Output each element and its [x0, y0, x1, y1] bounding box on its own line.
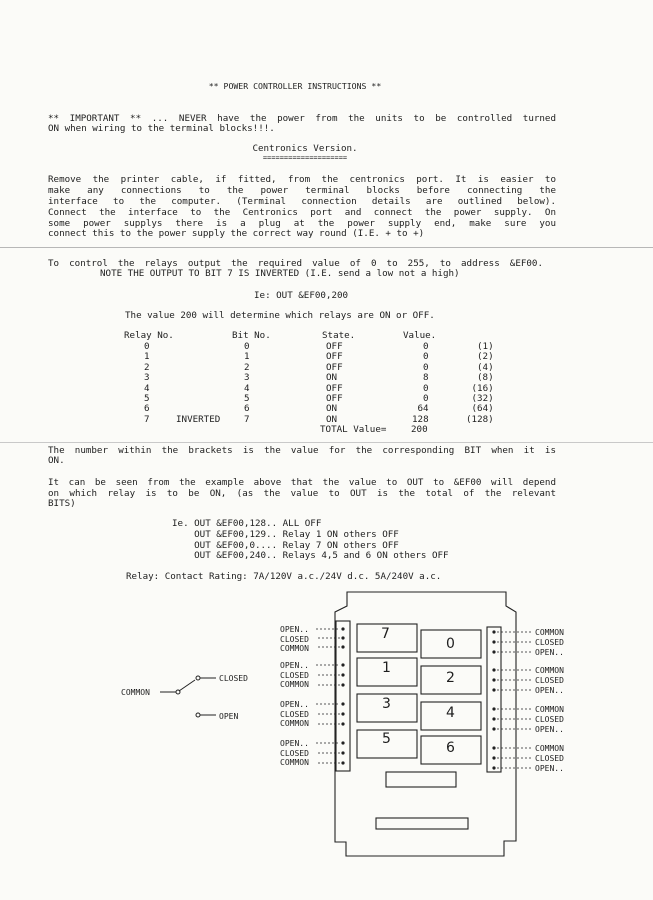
table-cell-state: OFF	[326, 393, 343, 404]
intro-line: some power supplys there is a plug at the power supply end, make sure you	[48, 218, 556, 229]
left-terminal-label: OPEN..	[280, 739, 309, 748]
right-terminal-label: OPEN..	[535, 685, 564, 695]
table-cell-bit: 4	[244, 382, 250, 394]
table-cell-bit: 7	[244, 413, 250, 425]
left-terminal-label: OPEN..	[280, 700, 309, 709]
total-label: TOTAL Value=	[320, 424, 387, 435]
symbol-open-label: OPEN	[219, 712, 239, 721]
bracket-note-line-1: The number within the brackets is the value for the corresponding BIT when it is	[48, 445, 556, 456]
relay-number: 6	[446, 740, 455, 756]
page-title: ** POWER CONTROLLER INSTRUCTIONS **	[208, 81, 382, 91]
table-cell-value: 0	[423, 393, 429, 404]
table-cell-state: ON	[326, 413, 338, 425]
important-line-2: ON when wiring to the terminal blocks!!!.	[48, 123, 275, 134]
left-terminal-label: COMMON	[280, 644, 309, 654]
example-line: OUT &EF00,0.... Relay 7 ON others OFF	[172, 540, 399, 551]
intro-line: connect this to the power supply the correct way round (I.E. + to +)	[48, 228, 425, 239]
table-cell-value: 0	[423, 382, 429, 394]
example-line: OUT &EF00,240.. Relays 4,5 and 6 ON others OFF	[172, 550, 449, 561]
table-cell-value: 64	[417, 403, 429, 415]
intro-line: interface to the computer. (Terminal connection details are outlined below).	[48, 196, 556, 207]
intro-line: Remove the printer cable, if fitted, from the centronics port. It is easier to	[48, 174, 556, 185]
relay-number: 1	[382, 660, 391, 676]
important-line-1: ** IMPORTANT ** ... NEVER have the power from the units to be controlled turned	[48, 113, 556, 124]
left-terminal-label: CLOSED	[280, 670, 309, 680]
depend-line-3: BITS)	[48, 498, 76, 509]
right-terminal-label: COMMON	[535, 705, 564, 714]
table-cell-weight: (4)	[477, 361, 494, 373]
table-cell-state: ON	[326, 403, 338, 415]
example-line: OUT &EF00,129.. Relay 1 ON others OFF	[172, 529, 399, 540]
table-cell-note: INVERTED	[176, 413, 221, 425]
intro-line: Connect the interface to the Centronics port and connect the power supply. On	[48, 207, 556, 218]
relay-number: 4	[446, 705, 455, 721]
left-terminal-label: CLOSED	[280, 709, 309, 719]
table-header-value: Value.	[403, 330, 437, 341]
right-terminal-label: CLOSED	[535, 637, 564, 647]
control-line-2: NOTE THE OUTPUT TO BIT 7 IS INVERTED (I.E. send a low not a high)	[100, 268, 460, 279]
table-cell-value: 8	[423, 372, 429, 384]
table-cell-relay: 2	[144, 361, 150, 373]
table-header-state: State.	[322, 330, 356, 341]
intro-line: make any connections to the power terminal blocks before connecting the	[48, 185, 556, 196]
right-terminal-label: OPEN..	[535, 724, 564, 734]
table-cell-relay: 3	[144, 372, 150, 384]
table-cell-weight: (16)	[471, 382, 494, 394]
depend-line-1: It can be seen from the example above that the value to OUT to &EF00 will depend	[48, 477, 556, 488]
bracket-note-line-2: ON.	[48, 455, 65, 466]
table-cell-bit: 2	[244, 361, 250, 373]
symbol-common-label: COMMON	[121, 688, 150, 697]
table-cell-relay: 1	[144, 351, 150, 363]
contact-rating: Relay: Contact Rating: 7A/120V a.c./24V d.c. 5A/240V a.c.	[126, 571, 442, 582]
relay-number: 3	[382, 696, 391, 712]
table-cell-bit: 0	[244, 341, 250, 352]
table-header-bit: Bit No.	[232, 330, 271, 341]
table-cell-bit: 1	[244, 351, 250, 363]
total-value: 200	[411, 424, 428, 435]
table-cell-state: OFF	[326, 351, 343, 363]
table-cell-weight: (64)	[471, 403, 494, 415]
value-note: The value 200 will determine which relays are ON or OFF.	[125, 310, 435, 321]
right-terminal-label: COMMON	[535, 744, 564, 753]
table-cell-state: ON	[326, 372, 338, 384]
table-cell-relay: 4	[144, 382, 150, 394]
table-cell-weight: (1)	[477, 341, 494, 352]
left-terminal-label: COMMON	[280, 680, 309, 690]
table-cell-weight: (8)	[477, 372, 494, 384]
scan-line	[0, 247, 653, 248]
right-terminal-label: COMMON	[535, 628, 564, 637]
table-cell-weight: (32)	[471, 393, 494, 404]
table-header-relay: Relay No.	[124, 330, 174, 341]
table-cell-state: OFF	[326, 382, 343, 394]
table-cell-value: 0	[423, 351, 429, 363]
right-terminal-label: CLOSED	[535, 714, 564, 724]
relay-number: 2	[446, 670, 455, 686]
relay-number: 0	[446, 636, 455, 652]
depend-line-2: on which relay is to be ON, (as the value to OUT is the total of the relevant	[48, 488, 556, 499]
table-cell-relay: 7	[144, 413, 150, 425]
table-cell-weight: (128)	[466, 413, 494, 425]
table-cell-bit: 6	[244, 403, 250, 415]
table-cell-state: OFF	[326, 341, 343, 352]
symbol-closed-label: CLOSED	[219, 674, 248, 683]
table-cell-bit: 3	[244, 372, 250, 384]
section-underline: ====================	[262, 154, 348, 162]
right-terminal-label: CLOSED	[535, 675, 564, 685]
table-cell-value: 0	[423, 341, 429, 352]
control-line-1: To control the relays output the required value of 0 to 255, to address &EF00.	[48, 258, 543, 269]
table-cell-relay: 6	[144, 403, 150, 415]
left-terminal-label: OPEN..	[280, 661, 309, 670]
left-terminal-label: CLOSED	[280, 634, 309, 644]
example-command: Ie: OUT &EF00,200	[254, 290, 349, 301]
left-terminal-label: CLOSED	[280, 748, 309, 758]
right-terminal-label: CLOSED	[535, 753, 564, 763]
relay-number: 7	[381, 626, 390, 642]
table-cell-state: OFF	[326, 361, 343, 373]
scan-line	[0, 442, 653, 443]
section-title: Centronics Version.	[252, 143, 358, 154]
left-terminal-label: COMMON	[280, 758, 309, 768]
relay-number: 5	[382, 731, 391, 747]
table-cell-relay: 5	[144, 393, 150, 404]
right-terminal-label: OPEN..	[535, 647, 564, 657]
table-cell-value: 128	[412, 413, 429, 425]
example-line: Ie. OUT &EF00,128.. ALL OFF	[172, 518, 322, 529]
table-cell-value: 0	[423, 361, 429, 373]
right-terminal-label: OPEN..	[535, 763, 564, 773]
table-cell-weight: (2)	[477, 351, 494, 363]
table-cell-bit: 5	[244, 393, 250, 404]
left-terminal-label: COMMON	[280, 719, 309, 729]
table-cell-relay: 0	[144, 341, 150, 352]
left-terminal-label: OPEN..	[280, 625, 309, 634]
right-terminal-label: COMMON	[535, 666, 564, 675]
